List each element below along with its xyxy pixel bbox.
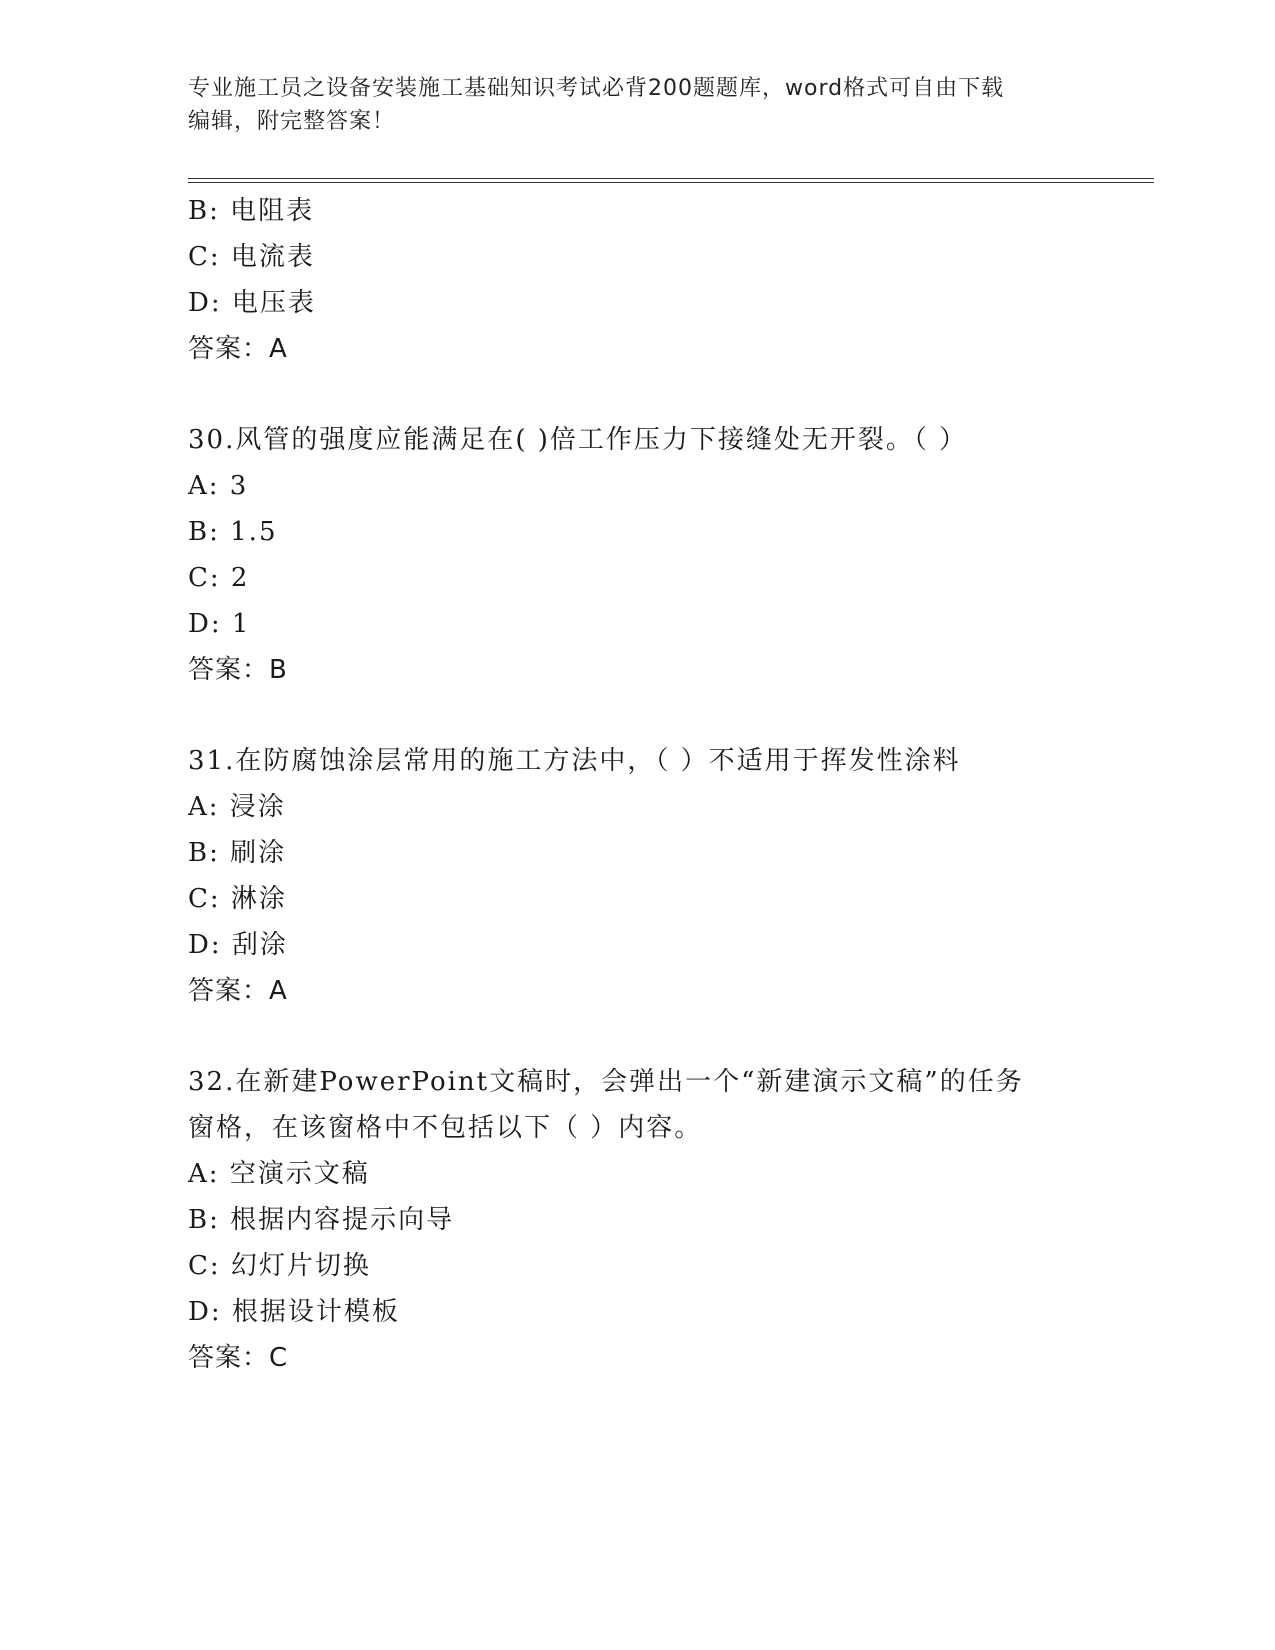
option-d: D: 电压表: [188, 288, 316, 318]
document-header: [188, 72, 1068, 138]
question-30: [188, 417, 1154, 693]
question-text-line-2: 窗格，在该窗格中不包括以下（ ）内容。: [188, 1113, 703, 1143]
spacer: [188, 372, 1154, 417]
answer-line: 答案：A: [188, 334, 288, 364]
option-a: A: 空演示文稿: [188, 1159, 370, 1189]
question-text: 30.风管的强度应能满足在( )倍工作压力下接缝处无开裂。（ ）: [188, 425, 968, 455]
header-divider-top: [188, 178, 1154, 179]
option-d: D: 1: [188, 609, 251, 639]
option-a: A: 浸涂: [188, 792, 286, 822]
spacer: [188, 1014, 1154, 1059]
option-c: C: 电流表: [188, 242, 315, 272]
option-b: B: 1.5: [188, 517, 278, 547]
header-title-line-1: 专业施工员之设备安装施工基础知识考试必背200题题库，word格式可自由下载: [188, 76, 1005, 101]
option-c: C: 淋涂: [188, 884, 287, 914]
option-c: C: 幻灯片切换: [188, 1251, 371, 1281]
option-b: B: 根据内容提示向导: [188, 1205, 455, 1235]
header-title-line-2: 编辑，附完整答案！: [188, 109, 396, 134]
option-a: A: 3: [188, 471, 249, 501]
header-divider-bottom: [188, 182, 1154, 183]
question-29-continued: [188, 188, 1154, 372]
option-d: D: 根据设计模板: [188, 1297, 400, 1327]
question-31: [188, 738, 1154, 1014]
option-c: C: 2: [188, 563, 250, 593]
question-text: 31.在防腐蚀涂层常用的施工方法中，（ ）不适用于挥发性涂料: [188, 746, 961, 776]
option-b: B: 刷涂: [188, 838, 287, 868]
question-text-line-1: 32.在新建PowerPoint文稿时，会弹出一个“新建演示文稿”的任务: [188, 1067, 1024, 1097]
spacer: [188, 693, 1154, 738]
answer-line: 答案：B: [188, 655, 288, 685]
answer-line: 答案：A: [188, 976, 288, 1006]
answer-line: 答案：C: [188, 1343, 289, 1373]
question-32: [188, 1059, 1154, 1381]
option-d: D: 刮涂: [188, 930, 288, 960]
question-list: [188, 188, 1154, 1381]
option-b: B: 电阻表: [188, 196, 315, 226]
